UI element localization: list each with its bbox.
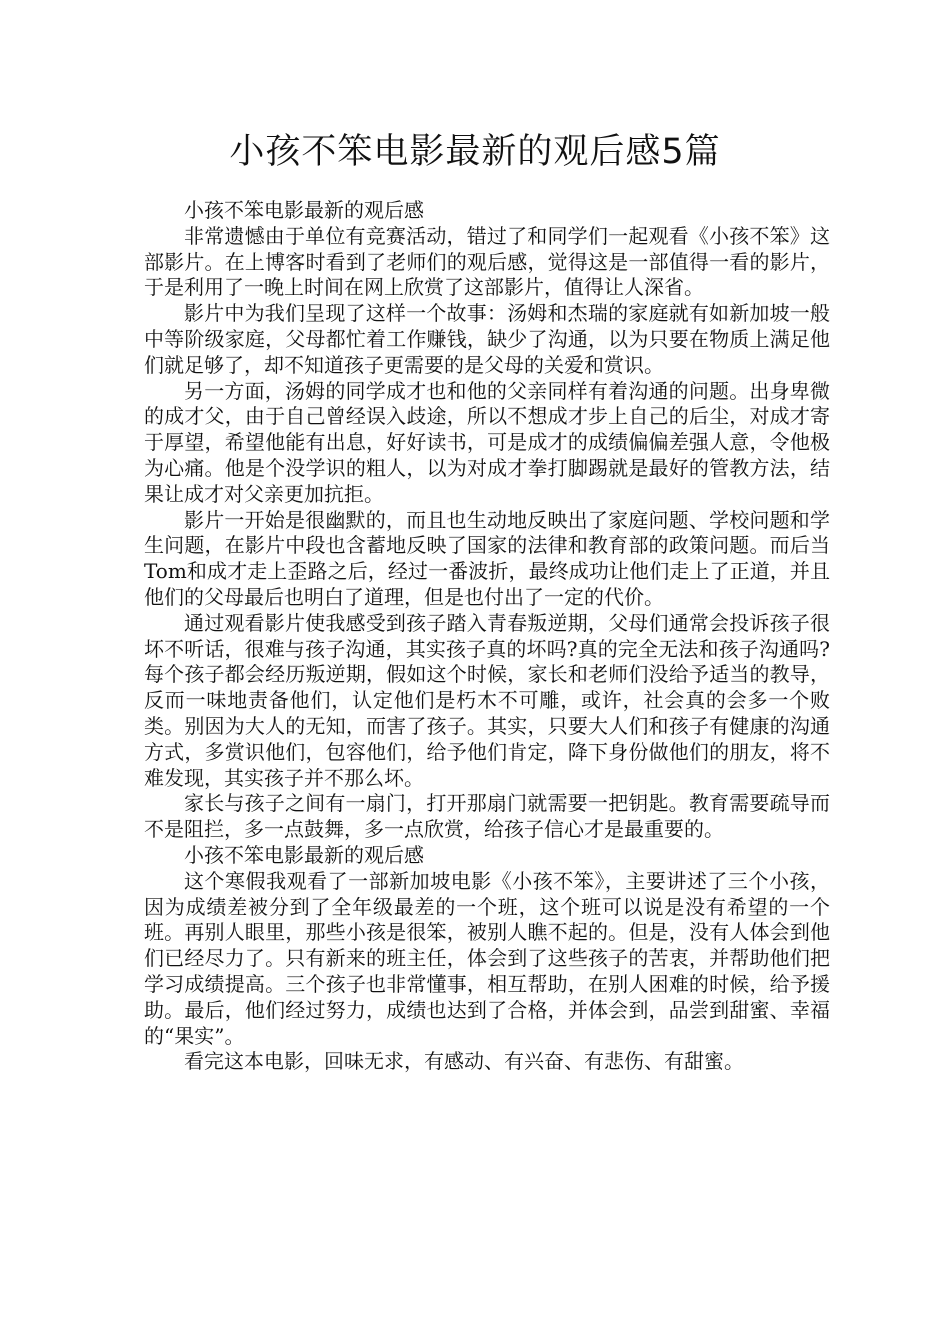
paragraph: 另一方面，汤姆的同学成才也和他的父亲同样有着沟通的问题。出身卑微的成才父，由于自己曾经误入歧途，所以不想成才步上自己的后尘，对成才寄于厚望，希望他能有出息，好好读书，可是成才的成绩偏偏差强人意，令他极为心痛。他是个没学识的粗人，以为对成才拳打脚踢就是最好的管教方法，结果让成才对父亲更加抗拒。 bbox=[144, 378, 830, 506]
paragraph: 看完这本电影，回味无求，有感动、有兴奋、有悲伤、有甜蜜。 bbox=[184, 1049, 744, 1074]
paragraph: 影片中为我们呈现了这样一个故事：汤姆和杰瑞的家庭就有如新加坡一般中等阶级家庭，父母都忙着工作赚钱，缺少了沟通，以为只要在物质上满足他们就足够了，却不知道孩子更需要的是父母的关爱和赏识。 bbox=[144, 301, 830, 377]
document-body bbox=[144, 198, 830, 1075]
section-heading-1: 小孩不笨电影最新的观后感 bbox=[184, 198, 424, 222]
section-heading-2: 小孩不笨电影最新的观后感 bbox=[184, 842, 424, 867]
paragraph: 非常遗憾由于单位有竞赛活动，错过了和同学们一起观看《小孩不笨》这部影片。在上博客时看到了老师们的观后感，觉得这是一部值得一看的影片，于是利用了一晚上时间在网上欣赏了这部影片，值得让人深省。 bbox=[144, 223, 830, 300]
paragraph: 这个寒假我观看了一部新加坡电影《小孩不笨》，主要讲述了三个小孩，因为成绩差被分到了全年级最差的一个班，这个班可以说是没有希望的一个班。再别人眼里，那些小孩是很笨，被别人瞧不起的。但是，没有人体会到他们已经尽力了。只有新来的班主任，体会到了这些孩子的苦衷，并帮助他们把学习成绩提高。三个孩子也非常懂事，相互帮助，在别人困难的时候，给予援助。最后，他们经过努力，成绩也达到了合格，并体会到，品尝到甜蜜、幸福的“果实”。 bbox=[144, 868, 830, 1048]
document-title: 小孩不笨电影最新的观后感5篇 bbox=[229, 132, 721, 172]
paragraph: 影片一开始是很幽默的，而且也生动地反映出了家庭问题、学校问题和学生问题，在影片中段也含蓄地反映了国家的法律和教育部的政策问题。而后当Tom和成才走上歪路之后，经过一番波折，最终成功让他们走上了正道，并且他们的父母最后也明白了道理，但是也付出了一定的代价。 bbox=[144, 507, 830, 609]
paragraph: 通过观看影片使我感受到孩子踏入青春叛逆期，父母们通常会投诉孩子很坏不听话，很难与孩子沟通，其实孩子真的坏吗?真的完全无法和孩子沟通吗?每个孩子都会经历叛逆期，假如这个时候，家长和老师们没给予适当的教导，反而一味地责备他们，认定他们是朽木不可雕，或许，社会真的会多一个败类。别因为大人的无知，而害了孩子。其实，只要大人们和孩子有健康的沟通方式，多赏识他们，包容他们，给予他们肯定，降下身份做他们的朋友，将不难发现，其实孩子并不那么坏。 bbox=[144, 610, 830, 790]
paragraph: 家长与孩子之间有一扇门，打开那扇门就需要一把钥匙。教育需要疏导而不是阻拦，多一点鼓舞，多一点欣赏，给孩子信心才是最重要的。 bbox=[144, 791, 830, 842]
